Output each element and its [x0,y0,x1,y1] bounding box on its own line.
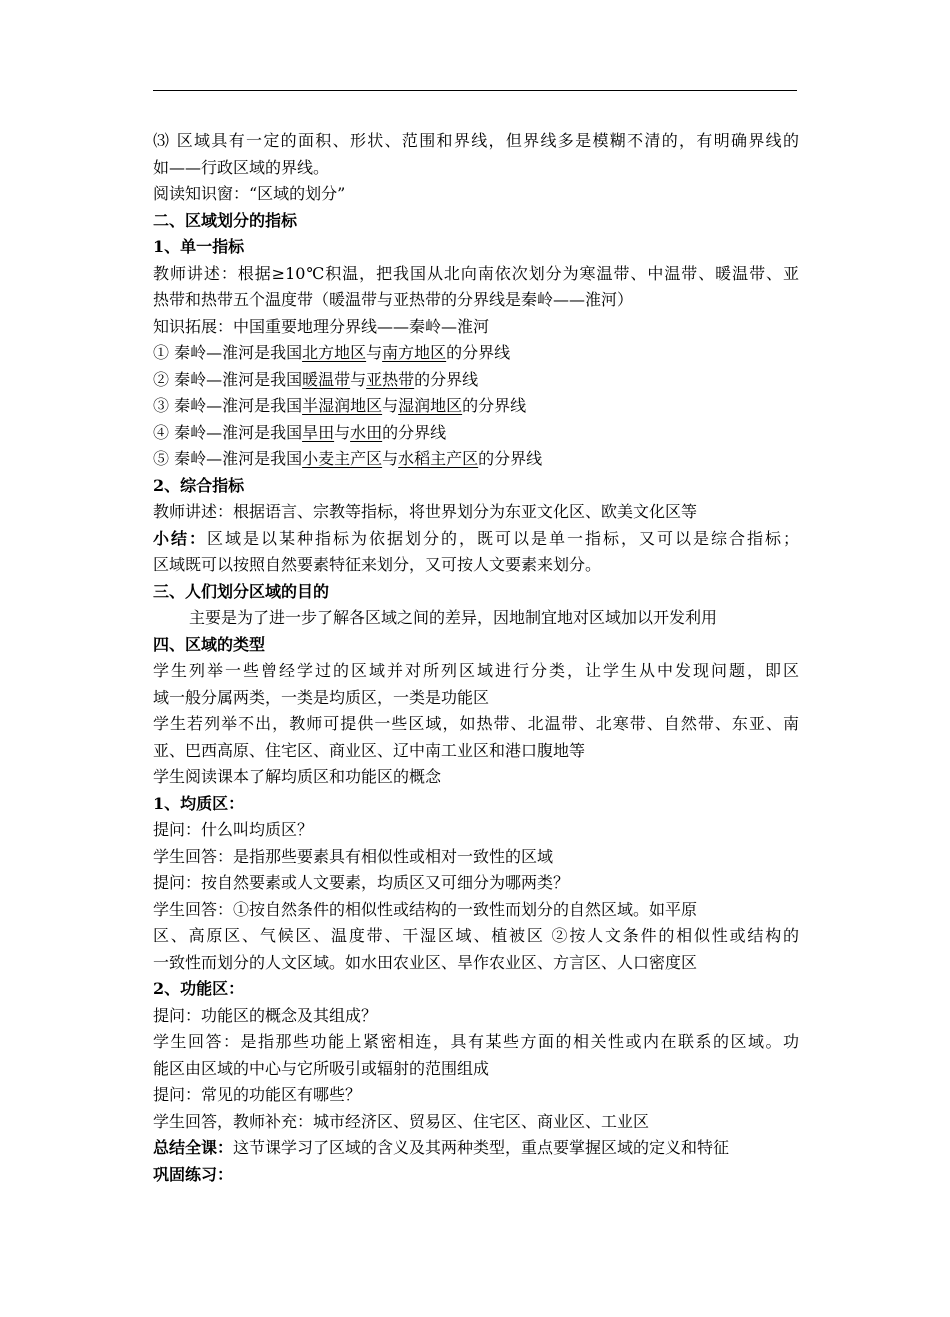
summary-text: 区域是以某种指标为依据划分的，既可以是单一指标，又可以是综合指标； [207,528,799,548]
exercise-heading: 巩固练习： [153,1164,234,1184]
paragraph-line: ⑶ 区域具有一定的面积、形状、范围和界线，但界线多是模糊不清的，有明确界线的 [153,131,799,150]
underlined-term: 北方地区 [302,343,367,362]
paragraph-line: 区、高原区、气候区、温度带、干湿区域、植被区 ②按人文条件的相似性或结构的 [153,926,799,945]
paragraph-line: 学生列举一些曾经学过的区域并对所列区域进行分类，让学生从中发现问题，即区 [153,661,799,680]
paragraph-line: 提问：按自然要素或人文要素，均质区又可细分为哪两类？ [153,873,570,892]
section-heading: 二、区域划分的指标 [153,210,298,230]
list-item [153,340,799,367]
conjunction: 与 [366,343,383,362]
subsection-heading: 1、均质区： [153,793,245,813]
underlined-term: 暖温带 [302,369,351,389]
paragraph-line: 亚、巴西高原、住宅区、商业区、辽中南工业区和港口腹地等 [153,740,586,760]
paragraph-line: 学生回答：是指那些要素具有相似性或相对一致性的区域 [153,846,554,866]
list-item-suffix: 的分界线 [446,343,511,362]
list-item [153,420,799,447]
list-item-prefix: ⑤ 秦岭—淮河是我国 [153,449,303,468]
summary-text: 这节课学习了区域的含义及其两种类型，重点要掌握区域的定义和特征 [233,1138,730,1157]
conjunction: 与 [382,396,399,415]
summary-label: 小结： [153,528,207,548]
paragraph-line: 学生阅读课本了解均质区和功能区的概念 [153,767,442,786]
summary-label: 总结全课： [153,1138,234,1157]
paragraph-line: 教师讲述：根据语言、宗教等指标，将世界划分为东亚文化区、欧美文化区等 [153,502,698,521]
list-item-prefix: ③ 秦岭—淮河是我国 [153,396,303,415]
paragraph-line: 如——行政区域的界线。 [153,157,330,177]
list-item [153,393,799,420]
conjunction: 与 [350,369,367,389]
paragraph-line: 教师讲述：根据≥10℃积温，把我国从北向南依次划分为寒温带、中温带、暖温带、亚 [153,263,799,283]
list-item-prefix: ④ 秦岭—淮河是我国 [153,422,303,442]
paragraph-line: 学生回答：是指那些功能上紧密相连，具有某些方面的相关性或内在联系的区域。功 [153,1032,799,1051]
list-item-suffix: 的分界线 [382,422,447,442]
list-item-suffix: 的分界线 [462,396,527,415]
paragraph-line: 学生若列举不出，教师可提供一些区域，如热带、北温带、北寒带、自然带、东亚、南 [153,714,799,733]
summary-line [153,526,799,553]
list-item-prefix: ① 秦岭—淮河是我国 [153,343,303,362]
document-body [153,128,799,1188]
underlined-term: 水稻主产区 [398,449,479,468]
underlined-term: 南方地区 [382,343,447,362]
conjunction: 与 [334,422,351,442]
underlined-term: 亚热带 [366,369,415,389]
subsection-heading: 1、单一指标 [153,237,245,256]
underlined-term: 水田 [350,422,383,442]
underlined-term: 旱田 [302,422,335,442]
summary-line [153,1135,799,1162]
subsection-heading: 2、综合指标 [153,475,245,495]
paragraph-line: 提问：常见的功能区有哪些？ [153,1085,362,1104]
list-item-suffix: 的分界线 [414,369,479,389]
section-heading: 三、人们划分区域的目的 [153,581,330,601]
subsection-heading: 2、功能区： [153,979,245,998]
paragraph-line: 主要是为了进一步了解各区域之间的差异，因地制宜地对区域加以开发利用 [189,608,718,627]
paragraph-line: 能区由区域的中心与它所吸引或辐射的范围组成 [153,1058,490,1078]
list-item [153,367,799,394]
conjunction: 与 [382,449,399,468]
section-heading: 四、区域的类型 [153,634,266,654]
list-item [153,446,799,473]
paragraph-line: 热带和热带五个温度带（暖温带与亚热带的分界线是秦岭——淮河） [153,290,634,309]
paragraph-line: 学生回答，教师补充：城市经济区、贸易区、住宅区、商业区、工业区 [153,1111,650,1131]
paragraph-line: 域一般分属两类，一类是均质区，一类是功能区 [153,687,490,707]
paragraph-line: 提问：什么叫均质区？ [153,820,314,839]
paragraph-line: 区域既可以按照自然要素特征来划分，又可按人文要素来划分。 [153,555,602,574]
paragraph-line: 一致性而划分的人文区域。如水田农业区、旱作农业区、方言区、人口密度区 [153,952,698,972]
underlined-term: 小麦主产区 [302,449,383,468]
underlined-term: 湿润地区 [398,396,463,415]
paragraph-line: 阅读知识窗：“区域的划分” [153,184,346,203]
list-item-prefix: ② 秦岭—淮河是我国 [153,369,303,389]
header-rule [153,90,797,91]
paragraph-line: 提问：功能区的概念及其组成？ [153,1005,378,1025]
paragraph-line: 学生回答：①按自然条件的相似性或结构的一致性而划分的自然区域。如平原 [153,899,698,919]
underlined-term: 半湿润地区 [302,396,383,415]
list-item-suffix: 的分界线 [478,449,543,468]
paragraph-line: 知识拓展：中国重要地理分界线——秦岭—淮河 [153,316,490,336]
